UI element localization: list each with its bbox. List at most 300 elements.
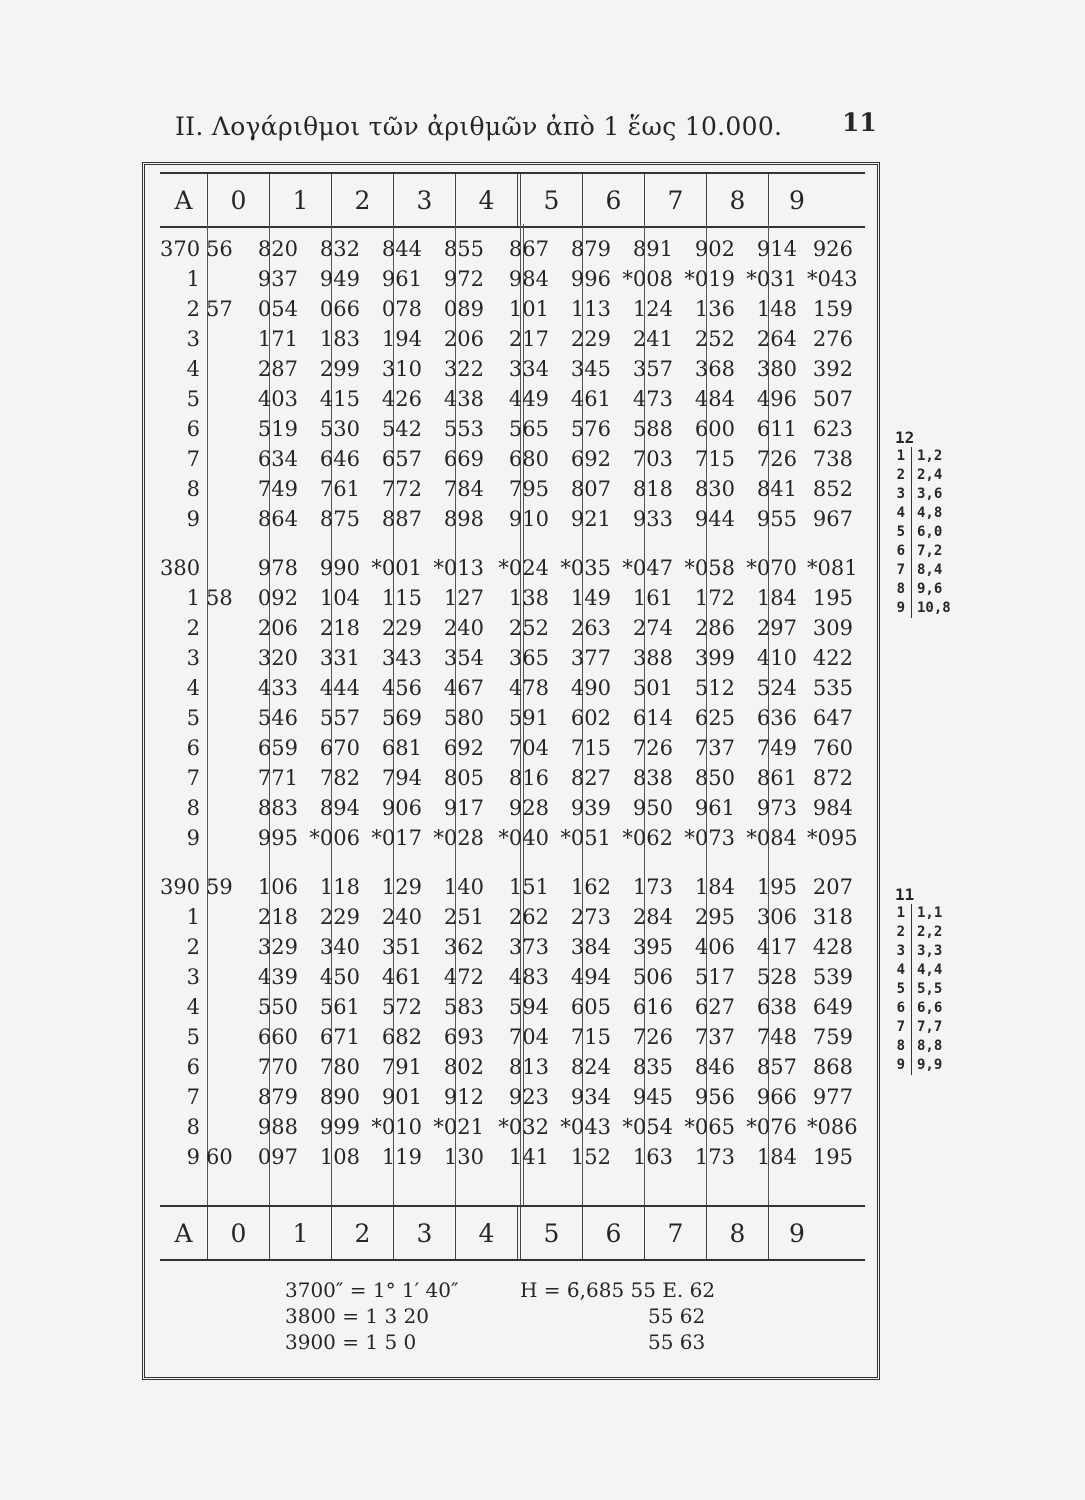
table-row bbox=[160, 384, 865, 414]
pp-key: 1 bbox=[885, 447, 912, 466]
mantissa-cell: 162 bbox=[570, 875, 611, 899]
header-col-5: 5 bbox=[521, 174, 583, 226]
mantissa-cell: 195 bbox=[812, 586, 853, 610]
mantissa-cell: 542 bbox=[381, 417, 422, 441]
mantissa-cell: 680 bbox=[508, 447, 549, 471]
mantissa-cell: 580 bbox=[443, 706, 484, 730]
mantissa-cell: 426 bbox=[381, 387, 422, 411]
pp-row bbox=[885, 980, 942, 999]
mantissa-cell: 340 bbox=[319, 935, 360, 959]
mantissa-cell: 820 bbox=[257, 237, 298, 261]
mantissa-cell: 535 bbox=[812, 676, 853, 700]
mantissa-cell: 600 bbox=[694, 417, 735, 441]
pp-row bbox=[885, 466, 951, 485]
mantissa-cell: 206 bbox=[257, 616, 298, 640]
mantissa-cell: 276 bbox=[812, 327, 853, 351]
mantissa-cell: 066 bbox=[319, 297, 360, 321]
mantissa-cell: 824 bbox=[570, 1055, 611, 1079]
mantissa-cell: *095 bbox=[807, 826, 858, 850]
mantissa-cell: 966 bbox=[756, 1085, 797, 1109]
table-row bbox=[160, 1142, 865, 1172]
mantissa-cell: 659 bbox=[257, 736, 298, 760]
mantissa-cell: 380 bbox=[756, 357, 797, 381]
mantissa-cell: 478 bbox=[508, 676, 549, 700]
pp-value: 8,8 bbox=[917, 1038, 943, 1054]
pp-key: 4 bbox=[885, 961, 912, 980]
mantissa-cell: 449 bbox=[508, 387, 549, 411]
mantissa-cell: 392 bbox=[812, 357, 853, 381]
mantissa-cell: 921 bbox=[570, 507, 611, 531]
mantissa-cell: 565 bbox=[508, 417, 549, 441]
mantissa-cell: 832 bbox=[319, 237, 360, 261]
mantissa-cell: *028 bbox=[433, 826, 484, 850]
mantissa-cell: 399 bbox=[694, 646, 735, 670]
mantissa-cell: 805 bbox=[443, 766, 484, 790]
mantissa-cell: 195 bbox=[812, 1145, 853, 1169]
mantissa-cell: 625 bbox=[694, 706, 735, 730]
pp-value: 10,8 bbox=[917, 600, 951, 616]
mantissa-prefix: 56 bbox=[206, 237, 233, 261]
mantissa-cell: 902 bbox=[694, 237, 735, 261]
row-number: 3 bbox=[186, 646, 200, 670]
table-block bbox=[160, 234, 865, 534]
pp-key: 7 bbox=[885, 561, 912, 580]
mantissa-cell: 973 bbox=[756, 796, 797, 820]
pp-value: 6,6 bbox=[917, 1000, 943, 1016]
mantissa-cell: 861 bbox=[756, 766, 797, 790]
mantissa-cell: 671 bbox=[319, 1025, 360, 1049]
mantissa-cell: 879 bbox=[257, 1085, 298, 1109]
mantissa-cell: 295 bbox=[694, 905, 735, 929]
mantissa-cell: *058 bbox=[684, 556, 735, 580]
mantissa-cell: 933 bbox=[632, 507, 673, 531]
mantissa-cell: 118 bbox=[319, 875, 360, 899]
mantissa-cell: *043 bbox=[807, 267, 858, 291]
table-row bbox=[160, 324, 865, 354]
mantissa-cell: 343 bbox=[381, 646, 422, 670]
pp-value: 1,2 bbox=[917, 448, 943, 464]
mantissa-cell: 898 bbox=[443, 507, 484, 531]
table-row bbox=[160, 234, 865, 264]
mantissa-cell: 996 bbox=[570, 267, 611, 291]
mantissa-cell: 306 bbox=[756, 905, 797, 929]
row-number: 9 bbox=[186, 507, 200, 531]
mantissa-cell: 961 bbox=[381, 267, 422, 291]
mantissa-cell: 251 bbox=[443, 905, 484, 929]
mantissa-cell: 104 bbox=[319, 586, 360, 610]
pp-key: 6 bbox=[885, 999, 912, 1018]
mantissa-cell: 097 bbox=[257, 1145, 298, 1169]
mantissa-cell: 229 bbox=[319, 905, 360, 929]
mantissa-cell: 229 bbox=[570, 327, 611, 351]
header-col-6: 6 bbox=[583, 174, 645, 226]
mantissa-cell: 124 bbox=[632, 297, 673, 321]
table-footer-row bbox=[160, 1205, 865, 1261]
table-row bbox=[160, 703, 865, 733]
pp-key: 2 bbox=[885, 466, 912, 485]
mantissa-cell: 546 bbox=[257, 706, 298, 730]
mantissa-cell: 152 bbox=[570, 1145, 611, 1169]
mantissa-cell: 483 bbox=[508, 965, 549, 989]
table-row bbox=[160, 872, 865, 902]
h-values bbox=[520, 1278, 715, 1356]
mantissa-cell: 928 bbox=[508, 796, 549, 820]
mantissa-cell: 634 bbox=[257, 447, 298, 471]
mantissa-cell: 403 bbox=[257, 387, 298, 411]
row-number: 6 bbox=[186, 417, 200, 441]
row-number: 7 bbox=[186, 766, 200, 790]
mantissa-cell: 883 bbox=[257, 796, 298, 820]
mantissa-cell: 967 bbox=[812, 507, 853, 531]
mantissa-cell: 184 bbox=[756, 1145, 797, 1169]
footer-col-9: 9 bbox=[789, 1218, 805, 1248]
mantissa-cell: 857 bbox=[756, 1055, 797, 1079]
footer-col-6: 6 bbox=[583, 1207, 645, 1259]
footer-col-0: 0 bbox=[208, 1207, 270, 1259]
mantissa-cell: 879 bbox=[570, 237, 611, 261]
mantissa-cell: 184 bbox=[756, 586, 797, 610]
mantissa-cell: 594 bbox=[508, 995, 549, 1019]
pp-key: 9 bbox=[885, 1056, 912, 1075]
mantissa-cell: 092 bbox=[257, 586, 298, 610]
mantissa-cell: 101 bbox=[508, 297, 549, 321]
table-row bbox=[160, 1052, 865, 1082]
mantissa-cell: 623 bbox=[812, 417, 853, 441]
mantissa-cell: 891 bbox=[632, 237, 673, 261]
mantissa-cell: *047 bbox=[622, 556, 673, 580]
mantissa-cell: 141 bbox=[508, 1145, 549, 1169]
mantissa-cell: 972 bbox=[443, 267, 484, 291]
mantissa-cell: 945 bbox=[632, 1085, 673, 1109]
mantissa-cell: 704 bbox=[508, 1025, 549, 1049]
mantissa-cell: 955 bbox=[756, 507, 797, 531]
table-row bbox=[160, 414, 865, 444]
mantissa-cell: 240 bbox=[381, 905, 422, 929]
mantissa-cell: 737 bbox=[694, 1025, 735, 1049]
pp-value: 2,2 bbox=[917, 924, 943, 940]
mantissa-cell: 682 bbox=[381, 1025, 422, 1049]
mantissa-cell: 287 bbox=[257, 357, 298, 381]
mantissa-cell: 894 bbox=[319, 796, 360, 820]
mantissa-cell: 539 bbox=[812, 965, 853, 989]
mantissa-cell: *065 bbox=[684, 1115, 735, 1139]
mantissa-cell: 867 bbox=[508, 237, 549, 261]
mantissa-cell: 561 bbox=[319, 995, 360, 1019]
mantissa-cell: 183 bbox=[319, 327, 360, 351]
mantissa-cell: 890 bbox=[319, 1085, 360, 1109]
mantissa-cell: 841 bbox=[756, 477, 797, 501]
footer-col-a: A bbox=[160, 1207, 208, 1259]
table-row bbox=[160, 444, 865, 474]
mantissa-cell: 501 bbox=[632, 676, 673, 700]
mantissa-cell: 887 bbox=[381, 507, 422, 531]
pp-row bbox=[885, 580, 951, 599]
mantissa-cell: 163 bbox=[632, 1145, 673, 1169]
mantissa-cell: 172 bbox=[694, 586, 735, 610]
pp-row bbox=[885, 904, 942, 923]
mantissa-cell: 129 bbox=[381, 875, 422, 899]
mantissa-cell: 331 bbox=[319, 646, 360, 670]
pp-value: 7,7 bbox=[917, 1019, 943, 1035]
pp-value: 3,3 bbox=[917, 943, 943, 959]
footer-col-8: 8 bbox=[707, 1207, 769, 1259]
mantissa-cell: 726 bbox=[632, 736, 673, 760]
mantissa-cell: 438 bbox=[443, 387, 484, 411]
pp-key: 2 bbox=[885, 923, 912, 942]
pp-row bbox=[885, 1037, 942, 1056]
mantissa-cell: 978 bbox=[257, 556, 298, 580]
row-number: 4 bbox=[186, 676, 200, 700]
mantissa-cell: 089 bbox=[443, 297, 484, 321]
mantissa-cell: 140 bbox=[443, 875, 484, 899]
mantissa-cell: 770 bbox=[257, 1055, 298, 1079]
table-row bbox=[160, 613, 865, 643]
row-number: 8 bbox=[186, 477, 200, 501]
mantissa-cell: *051 bbox=[560, 826, 611, 850]
pp-key: 8 bbox=[885, 580, 912, 599]
mantissa-cell: 194 bbox=[381, 327, 422, 351]
mantissa-cell: 377 bbox=[570, 646, 611, 670]
mantissa-cell: 846 bbox=[694, 1055, 735, 1079]
mantissa-cell: 368 bbox=[694, 357, 735, 381]
row-number: 7 bbox=[186, 447, 200, 471]
mantissa-cell: 961 bbox=[694, 796, 735, 820]
mantissa-cell: 835 bbox=[632, 1055, 673, 1079]
row-number: 5 bbox=[186, 706, 200, 730]
mantissa-cell: 670 bbox=[319, 736, 360, 760]
pp-header: 11 bbox=[895, 885, 915, 904]
mantissa-cell: 284 bbox=[632, 905, 673, 929]
mantissa-cell: 299 bbox=[319, 357, 360, 381]
mantissa-cell: 669 bbox=[443, 447, 484, 471]
pp-row bbox=[885, 542, 951, 561]
mantissa-cell: 627 bbox=[694, 995, 735, 1019]
mantissa-cell: 206 bbox=[443, 327, 484, 351]
mantissa-cell: 517 bbox=[694, 965, 735, 989]
mantissa-cell: 252 bbox=[508, 616, 549, 640]
mantissa-cell: 078 bbox=[381, 297, 422, 321]
mantissa-cell: 605 bbox=[570, 995, 611, 1019]
table-row bbox=[160, 1112, 865, 1142]
mantissa-cell: *040 bbox=[498, 826, 549, 850]
mantissa-cell: *032 bbox=[498, 1115, 549, 1139]
footer-col-4: 4 bbox=[456, 1207, 521, 1259]
mantissa-cell: 173 bbox=[632, 875, 673, 899]
pp-value: 6,0 bbox=[917, 524, 943, 540]
header-col-4: 4 bbox=[456, 174, 521, 226]
mantissa-cell: 761 bbox=[319, 477, 360, 501]
mantissa-cell: 252 bbox=[694, 327, 735, 351]
mantissa-cell: 715 bbox=[570, 1025, 611, 1049]
mantissa-cell: 868 bbox=[812, 1055, 853, 1079]
pp-row bbox=[885, 561, 951, 580]
table-row bbox=[160, 962, 865, 992]
mantissa-cell: 433 bbox=[257, 676, 298, 700]
mantissa-cell: 794 bbox=[381, 766, 422, 790]
mantissa-cell: *076 bbox=[746, 1115, 797, 1139]
mantissa-cell: 263 bbox=[570, 616, 611, 640]
header-col-0: 0 bbox=[208, 174, 270, 226]
mantissa-cell: *019 bbox=[684, 267, 735, 291]
mantissa-cell: 322 bbox=[443, 357, 484, 381]
table-block bbox=[160, 553, 865, 853]
h-line: H = 6̄,685 55 E. 62 bbox=[520, 1278, 716, 1302]
row-number: 370 bbox=[160, 237, 201, 261]
mantissa-cell: 161 bbox=[632, 586, 673, 610]
mantissa-cell: 583 bbox=[443, 995, 484, 1019]
mantissa-cell: 988 bbox=[257, 1115, 298, 1139]
mantissa-cell: *086 bbox=[807, 1115, 858, 1139]
mantissa-cell: *043 bbox=[560, 1115, 611, 1139]
mantissa-cell: 611 bbox=[756, 417, 797, 441]
mantissa-cell: 428 bbox=[812, 935, 853, 959]
row-number: 4 bbox=[186, 357, 200, 381]
mantissa-cell: 818 bbox=[632, 477, 673, 501]
mantissa-cell: *081 bbox=[807, 556, 858, 580]
mantissa-cell: 218 bbox=[319, 616, 360, 640]
mantissa-cell: 320 bbox=[257, 646, 298, 670]
table-row bbox=[160, 1082, 865, 1112]
mantissa-cell: 490 bbox=[570, 676, 611, 700]
mantissa-cell: 550 bbox=[257, 995, 298, 1019]
mantissa-cell: 297 bbox=[756, 616, 797, 640]
h-line: 55 62 bbox=[648, 1304, 706, 1328]
table-row bbox=[160, 354, 865, 384]
mantissa-cell: 106 bbox=[257, 875, 298, 899]
mantissa-cell: 910 bbox=[508, 507, 549, 531]
mantissa-cell: 660 bbox=[257, 1025, 298, 1049]
pp-value: 1,1 bbox=[917, 905, 943, 921]
mantissa-cell: 439 bbox=[257, 965, 298, 989]
pp-value: 3,6 bbox=[917, 486, 943, 502]
mantissa-cell: *010 bbox=[371, 1115, 422, 1139]
table-row bbox=[160, 673, 865, 703]
pp-row bbox=[885, 923, 942, 942]
header-col-2: 2 bbox=[332, 174, 394, 226]
pp-row bbox=[885, 999, 942, 1018]
mantissa-cell: 519 bbox=[257, 417, 298, 441]
mantissa-cell: 838 bbox=[632, 766, 673, 790]
table-row bbox=[160, 643, 865, 673]
mantissa-cell: 715 bbox=[694, 447, 735, 471]
mantissa-cell: 115 bbox=[381, 586, 422, 610]
mantissa-cell: 119 bbox=[381, 1145, 422, 1169]
mantissa-cell: 647 bbox=[812, 706, 853, 730]
mantissa-cell: 264 bbox=[756, 327, 797, 351]
row-number: 3 bbox=[186, 965, 200, 989]
row-number: 6 bbox=[186, 1055, 200, 1079]
h-line: 55 63 bbox=[648, 1330, 706, 1354]
mantissa-cell: 506 bbox=[632, 965, 673, 989]
pp-row bbox=[885, 1056, 942, 1075]
mantissa-prefix: 58 bbox=[206, 586, 233, 610]
mantissa-cell: 395 bbox=[632, 935, 673, 959]
table-row bbox=[160, 733, 865, 763]
row-number: 5 bbox=[186, 1025, 200, 1049]
mantissa-cell: 217 bbox=[508, 327, 549, 351]
mantissa-cell: 937 bbox=[257, 267, 298, 291]
page-title: II. Λογάριθμοι τῶν ἀριθμῶν ἀπὸ 1 ἕως 10.000. bbox=[175, 112, 783, 141]
mantissa-cell: 151 bbox=[508, 875, 549, 899]
mantissa-cell: 749 bbox=[756, 736, 797, 760]
mantissa-cell: 354 bbox=[443, 646, 484, 670]
mantissa-cell: 572 bbox=[381, 995, 422, 1019]
footer-col-5: 5 bbox=[521, 1207, 583, 1259]
mantissa-cell: 901 bbox=[381, 1085, 422, 1109]
mantissa-cell: *001 bbox=[371, 556, 422, 580]
proportional-parts-11 bbox=[885, 885, 942, 1075]
mantissa-cell: 450 bbox=[319, 965, 360, 989]
mantissa-cell: 830 bbox=[694, 477, 735, 501]
mantissa-cell: 357 bbox=[632, 357, 673, 381]
mantissa-cell: 855 bbox=[443, 237, 484, 261]
pp-key: 9 bbox=[885, 599, 912, 618]
header-col-1: 1 bbox=[270, 174, 332, 226]
mantissa-cell: *031 bbox=[746, 267, 797, 291]
mantissa-cell: 149 bbox=[570, 586, 611, 610]
row-number: 8 bbox=[186, 1115, 200, 1139]
table-row bbox=[160, 583, 865, 613]
pp-key: 3 bbox=[885, 942, 912, 961]
mantissa-cell: 553 bbox=[443, 417, 484, 441]
mantissa-cell: 136 bbox=[694, 297, 735, 321]
row-number: 2 bbox=[186, 935, 200, 959]
mantissa-cell: 159 bbox=[812, 297, 853, 321]
dms-line: 3800 = 1 3 20 bbox=[285, 1304, 429, 1328]
mantissa-cell: 472 bbox=[443, 965, 484, 989]
mantissa-cell: 530 bbox=[319, 417, 360, 441]
mantissa-cell: 875 bbox=[319, 507, 360, 531]
mantissa-cell: 473 bbox=[632, 387, 673, 411]
table-row bbox=[160, 1022, 865, 1052]
mantissa-cell: 780 bbox=[319, 1055, 360, 1079]
header-col-8: 8 bbox=[707, 174, 769, 226]
mantissa-cell: 588 bbox=[632, 417, 673, 441]
mantissa-prefix: 59 bbox=[206, 875, 233, 899]
row-number: 2 bbox=[186, 616, 200, 640]
row-number: 390 bbox=[160, 875, 201, 899]
mantissa-cell: 850 bbox=[694, 766, 735, 790]
row-number: 1 bbox=[186, 586, 200, 610]
mantissa-cell: *073 bbox=[684, 826, 735, 850]
mantissa-cell: 737 bbox=[694, 736, 735, 760]
pp-key: 8 bbox=[885, 1037, 912, 1056]
mantissa-cell: *084 bbox=[746, 826, 797, 850]
proportional-parts-12 bbox=[885, 428, 951, 618]
mantissa-cell: 318 bbox=[812, 905, 853, 929]
mantissa-cell: 864 bbox=[257, 507, 298, 531]
row-number: 380 bbox=[160, 556, 201, 580]
header-col-3: 3 bbox=[394, 174, 456, 226]
table-row bbox=[160, 264, 865, 294]
header-col-9: 9 bbox=[789, 185, 805, 215]
mantissa-cell: 616 bbox=[632, 995, 673, 1019]
pp-row bbox=[885, 504, 951, 523]
pp-value: 4,8 bbox=[917, 505, 943, 521]
pp-key: 7 bbox=[885, 1018, 912, 1037]
mantissa-cell: 693 bbox=[443, 1025, 484, 1049]
row-number: 7 bbox=[186, 1085, 200, 1109]
bottom-notes bbox=[200, 1278, 850, 1364]
mantissa-cell: 524 bbox=[756, 676, 797, 700]
mantissa-cell: 681 bbox=[381, 736, 422, 760]
footer-col-7: 7 bbox=[645, 1207, 707, 1259]
pp-header: 12 bbox=[895, 428, 915, 447]
mantissa-cell: 417 bbox=[756, 935, 797, 959]
mantissa-cell: 576 bbox=[570, 417, 611, 441]
pp-key: 1 bbox=[885, 904, 912, 923]
mantissa-cell: 703 bbox=[632, 447, 673, 471]
